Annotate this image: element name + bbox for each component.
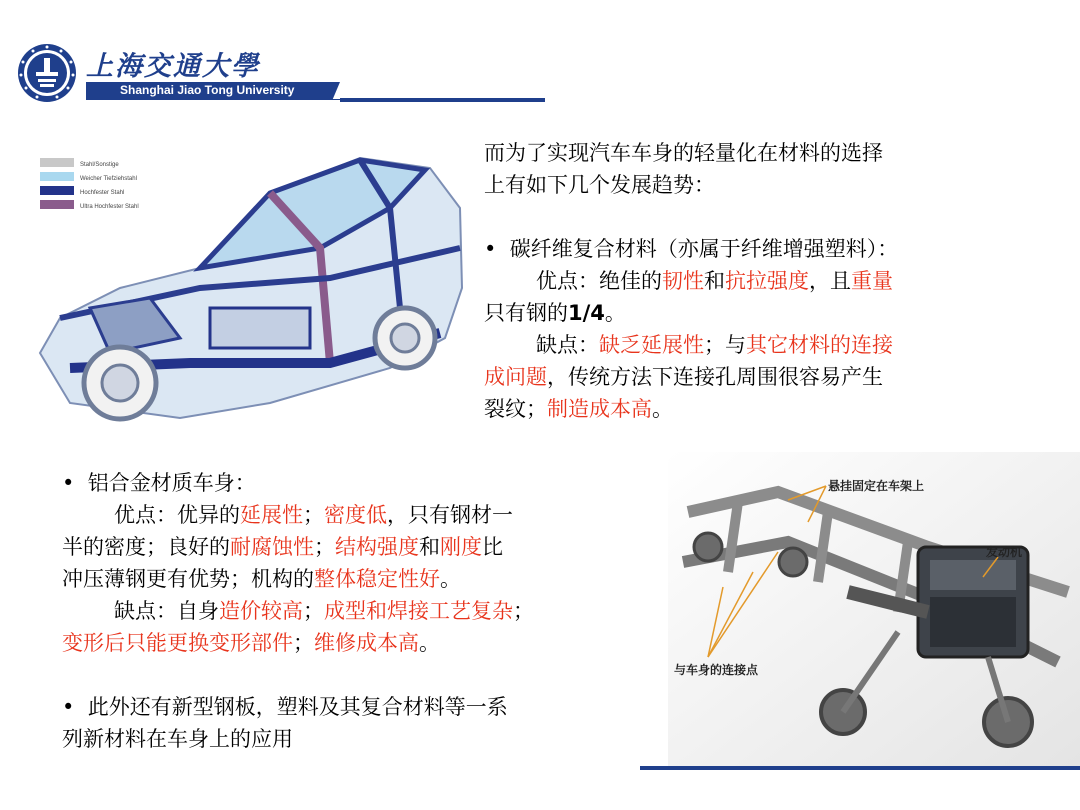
blank-line: [484, 201, 898, 233]
al-pros-line-2: [62, 531, 534, 563]
legend-label-0: Stahl/Sonstige: [80, 162, 119, 168]
text: 此外还有新型钢板，塑料及其复合材料等一系: [87, 695, 508, 719]
cf-cons-line: [484, 329, 898, 361]
highlight: 密度低: [324, 503, 387, 527]
highlight: 变形后只能更换变形部件: [62, 631, 293, 655]
text: 。: [604, 301, 626, 325]
highlight: 成问题: [484, 365, 547, 389]
text: ；: [303, 599, 324, 623]
text: ；: [314, 535, 335, 559]
highlight: 延展性: [240, 503, 303, 527]
highlight: 重量: [851, 269, 893, 293]
highlight: 其它材料的连接: [746, 333, 893, 357]
text: ；: [303, 503, 324, 527]
legend-swatch-2: [40, 186, 74, 195]
blank-line: [62, 659, 534, 691]
header-rule: [340, 98, 545, 102]
legend-label-3: Ultra Hochfester Stahl: [80, 204, 139, 210]
fraction: 1/4: [568, 301, 605, 325]
text: 半的密度；良好的: [62, 535, 230, 559]
cf-pros-line: [484, 265, 898, 297]
text: 冲压薄钢更有优势；机构的: [62, 567, 314, 591]
al-pros-line-3: [62, 563, 534, 595]
text: ，且: [809, 269, 851, 293]
highlight: 抗拉强度: [725, 269, 809, 293]
cons-label: 缺点：自身: [114, 599, 219, 623]
highlight: 韧性: [662, 269, 704, 293]
legend-swatch-0: [40, 158, 74, 167]
bullet: •: [62, 695, 75, 719]
text: 。: [440, 567, 461, 591]
left-text-block: [62, 467, 534, 755]
chassis-frame-image: [668, 452, 1080, 768]
footer-rule: [640, 766, 1080, 770]
other-line-1: [62, 691, 534, 723]
al-heading: 铝合金材质车身：: [87, 471, 256, 495]
university-seal-logo: [16, 42, 78, 104]
legend-label-1: Weicher Tiefziehstahl: [80, 176, 137, 182]
car-body-structure-image: [30, 138, 470, 433]
al-cons-line-2: [62, 627, 534, 659]
cf-heading: 碳纤维复合材料（亦属于纤维增强塑料）：: [509, 237, 899, 261]
callout-suspension: 悬挂固定在车架上: [828, 479, 925, 493]
text: 比: [482, 535, 503, 559]
text: 只有钢的: [484, 301, 568, 325]
text: 和: [419, 535, 440, 559]
al-pros-line: [62, 499, 534, 531]
legend-label-2: Hochfester Stahl: [80, 190, 125, 196]
right-text-block: [484, 137, 898, 425]
text: 。: [419, 631, 440, 655]
text: ，只有钢材一: [387, 503, 513, 527]
pros-label: 优点：优异的: [114, 503, 240, 527]
header: [0, 0, 1080, 110]
highlight: 结构强度: [335, 535, 419, 559]
highlight: 刚度: [440, 535, 482, 559]
bullet: •: [484, 237, 497, 261]
text: 裂纹；: [484, 397, 547, 421]
callout-engine: 发动机: [986, 545, 1023, 559]
highlight: 造价较高: [219, 599, 303, 623]
highlight: 整体稳定性好: [314, 567, 440, 591]
text: ；与: [704, 333, 746, 357]
other-line-2: 列新材料在车身上的应用: [62, 727, 293, 751]
text: ；: [513, 599, 534, 623]
cf-heading-line: [484, 233, 898, 265]
text: ；: [293, 631, 314, 655]
text: 和: [704, 269, 725, 293]
intro-line-1: 而为了实现汽车车身的轻量化在材料的选择: [484, 141, 883, 165]
highlight: 缺乏延展性: [599, 333, 704, 357]
cf-pros-line-2: [484, 297, 898, 329]
cf-cons-line-3: [484, 393, 898, 425]
al-heading-line: [62, 467, 534, 499]
legend-swatch-3: [40, 200, 74, 209]
university-name-cn: 上海交通大學: [86, 51, 260, 82]
header-rule-thin: [86, 99, 340, 100]
cf-cons-line-2: [484, 361, 898, 393]
highlight: 耐腐蚀性: [230, 535, 314, 559]
bullet: •: [62, 471, 75, 495]
intro-line-2: 上有如下几个发展趋势：: [484, 173, 715, 197]
legend-swatch-1: [40, 172, 74, 181]
pros-label: 优点：绝佳的: [536, 269, 662, 293]
highlight: 维修成本高: [314, 631, 419, 655]
highlight: 制造成本高: [547, 397, 652, 421]
callout-body-mount: 与车身的连接点: [674, 663, 759, 677]
highlight: 成型和焊接工艺复杂: [324, 599, 513, 623]
text: ，传统方法下连接孔周围很容易产生: [547, 365, 883, 389]
al-cons-line: [62, 595, 534, 627]
cons-label: 缺点：: [536, 333, 599, 357]
university-name-en: Shanghai Jiao Tong University: [120, 83, 295, 97]
text: 。: [652, 397, 673, 421]
